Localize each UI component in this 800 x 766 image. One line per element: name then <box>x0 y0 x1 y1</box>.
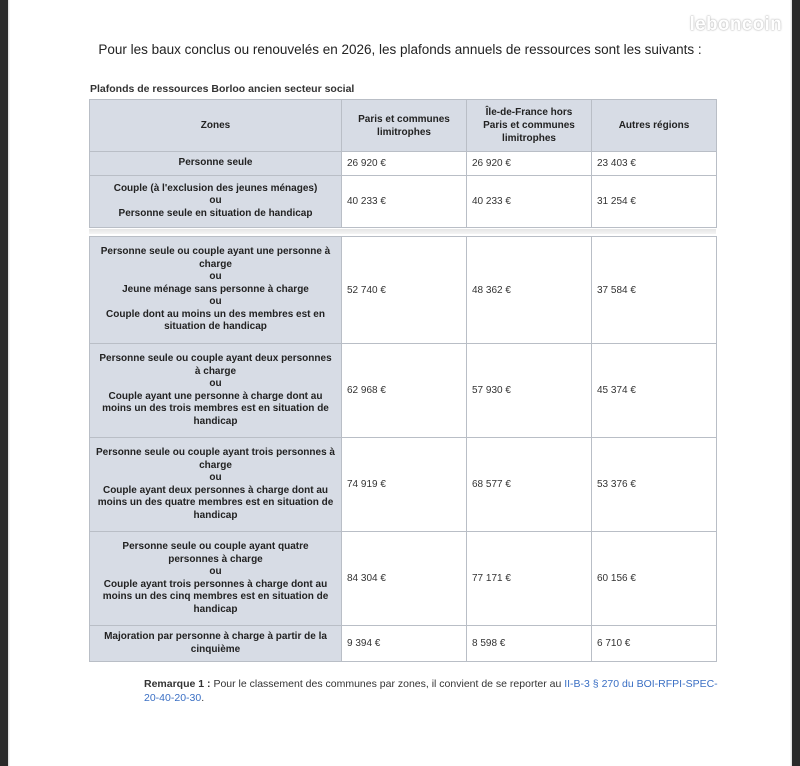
value-autres: 37 584 € <box>592 237 717 344</box>
value-paris: 26 920 € <box>342 152 467 176</box>
intro-text: Pour les baux conclus ou renouvelés en 2026, les plafonds annuels de ressources sont les suivants : <box>98 42 702 57</box>
table-row <box>90 152 717 176</box>
table-row <box>90 237 717 344</box>
header-row <box>90 100 717 152</box>
value-autres: 53 376 € <box>592 438 717 532</box>
remark-prefix: Remarque 1 : <box>144 678 211 690</box>
value-autres: 6 710 € <box>592 626 717 662</box>
remark-suffix: . <box>201 692 205 704</box>
value-paris: 84 304 € <box>342 532 467 626</box>
value-idf: 57 930 € <box>467 344 592 438</box>
row-label: Personne seule ou couple ayant deux personnes à charge ou Couple ayant une personne à charge dont au moins un des trois membres est en situation de handicap <box>90 344 342 438</box>
table-row <box>90 532 717 626</box>
leboncoin-watermark: leboncoin <box>689 14 782 35</box>
row-label: Personne seule ou couple ayant trois personnes à charge ou Couple ayant deux personnes à charge dont au moins un des quatre membres est en situation de handicap <box>90 438 342 532</box>
remark-reference-link[interactable]: II-B-3 § 270 du BOI-RFPI-SPEC-20-40-20-30 <box>144 678 718 704</box>
left-page-edge <box>0 0 10 766</box>
remark-note <box>144 677 718 705</box>
value-idf: 40 233 € <box>467 176 592 228</box>
table-caption: Plafonds de ressources Borloo ancien secteur social <box>90 83 355 95</box>
row-label: Couple (à l'exclusion des jeunes ménages) ou Personne seule en situation de handicap <box>90 176 342 228</box>
value-autres: 23 403 € <box>592 152 717 176</box>
value-idf: 26 920 € <box>467 152 592 176</box>
value-idf: 77 171 € <box>467 532 592 626</box>
value-autres: 45 374 € <box>592 344 717 438</box>
header-idf: Île-de-France hors Paris et communes limitrophes <box>467 100 592 152</box>
value-idf: 68 577 € <box>467 438 592 532</box>
value-autres: 31 254 € <box>592 176 717 228</box>
value-idf: 48 362 € <box>467 237 592 344</box>
ceilings-table-bottom <box>89 236 717 662</box>
value-idf: 8 598 € <box>467 626 592 662</box>
right-page-edge <box>790 0 800 766</box>
table-row <box>90 438 717 532</box>
value-paris: 40 233 € <box>342 176 467 228</box>
value-paris: 74 919 € <box>342 438 467 532</box>
header-autres: Autres régions <box>592 100 717 152</box>
value-paris: 62 968 € <box>342 344 467 438</box>
header-paris: Paris et communes limitrophes <box>342 100 467 152</box>
header-zones: Zones <box>90 100 342 152</box>
remark-text: Pour le classement des communes par zones, il convient de se reporter au <box>210 678 565 690</box>
table-row <box>90 626 717 662</box>
table-separator <box>89 229 716 234</box>
value-paris: 9 394 € <box>342 626 467 662</box>
ceilings-table-top <box>89 99 717 228</box>
row-label: Personne seule ou couple ayant quatre personnes à charge ou Couple ayant trois personnes à charge dont au moins un des cinq membres est en situation de handicap <box>90 532 342 626</box>
table-row <box>90 176 717 228</box>
value-paris: 52 740 € <box>342 237 467 344</box>
row-label: Personne seule ou couple ayant une personne à charge ou Jeune ménage sans personne à charge ou Couple dont au moins un des membres est en situation de handicap <box>90 237 342 344</box>
row-label: Majoration par personne à charge à partir de la cinquième <box>90 626 342 662</box>
table-row <box>90 344 717 438</box>
value-autres: 60 156 € <box>592 532 717 626</box>
row-label: Personne seule <box>90 152 342 176</box>
